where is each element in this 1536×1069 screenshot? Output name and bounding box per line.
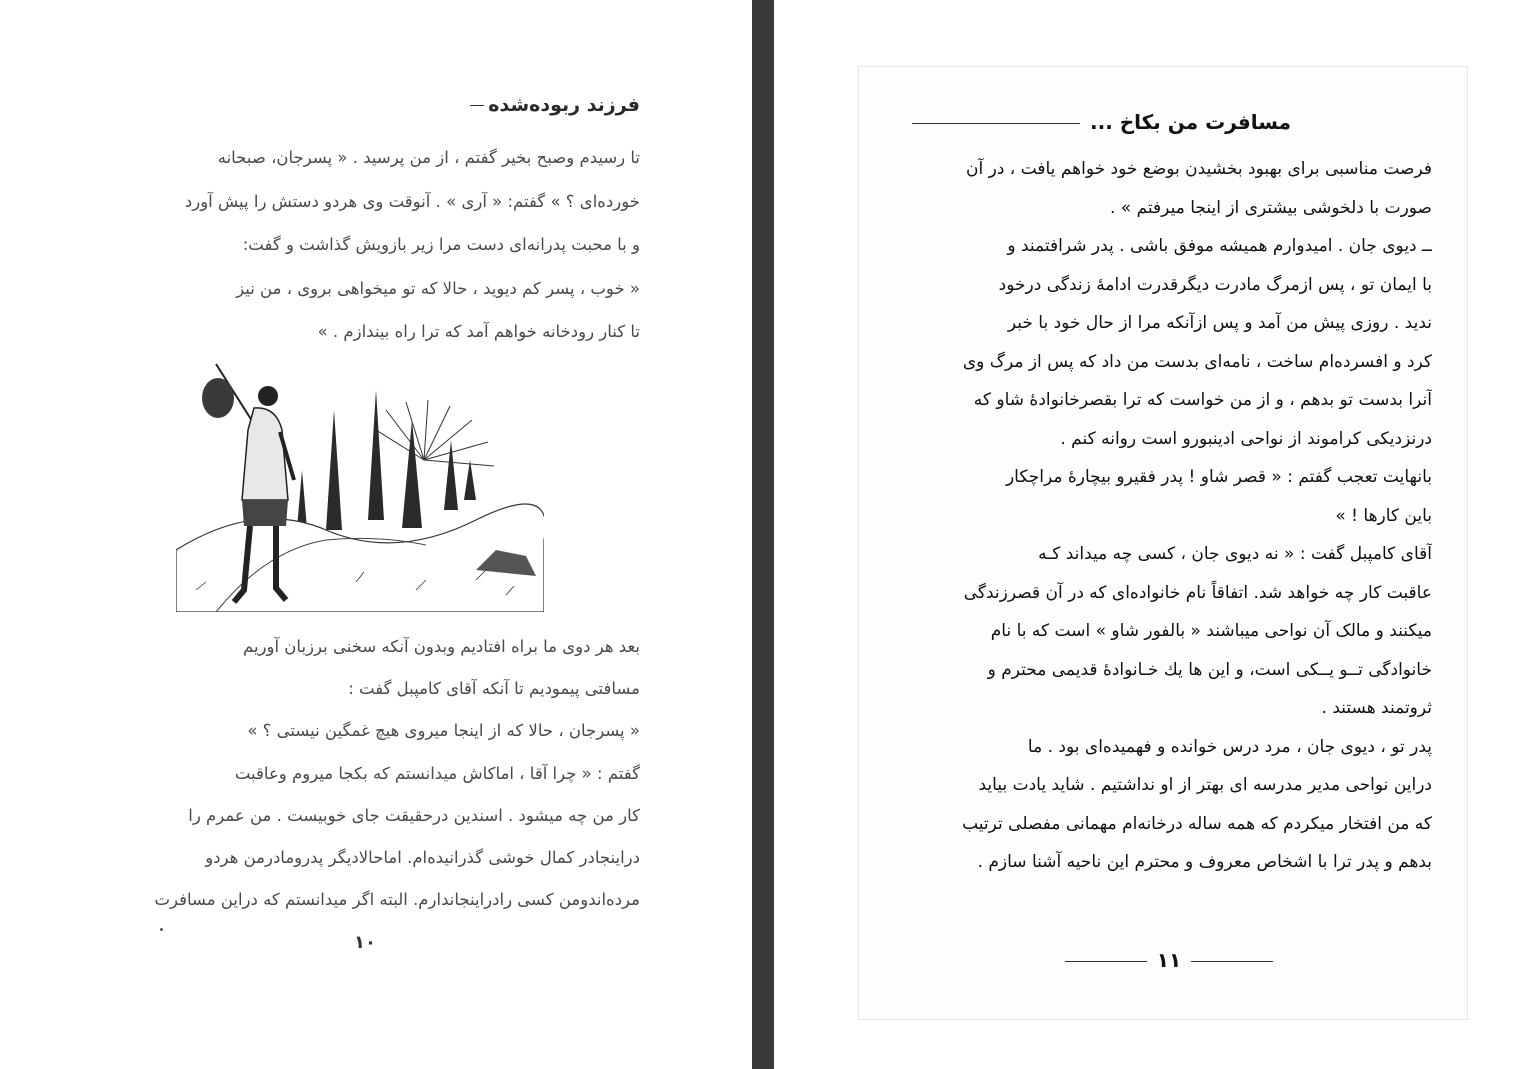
- text-line: مرده‌اندومن کسی رادراینجاندارم. البته اگر میدانستم که دراین مسافرت: [154, 890, 640, 910]
- book-gutter: [752, 0, 774, 1069]
- left-page-number: ۱۰: [354, 932, 376, 953]
- text-line: با ایمان تو ، پس ازمرگ مادرت دیگرقدرت ادامهٔ زندگی درخود: [998, 274, 1432, 295]
- left-text-before-illustration: [110, 136, 640, 354]
- text-line: دراینجادر کمال خوشی گذرانیده‌ام. اماحالادیگر پدرومادرمن هردو: [205, 848, 640, 868]
- right-page-number-block: [1044, 948, 1294, 972]
- page-number-rule: [1065, 961, 1147, 962]
- left-head-rule: [470, 105, 484, 106]
- left-running-head-text: فرزند ربوده‌شده: [488, 94, 640, 116]
- traveler-illustration: [176, 350, 544, 612]
- right-page-number: ۱۱: [1156, 948, 1182, 972]
- trees: [296, 390, 476, 540]
- text-line: « پسرجان ، حالا که از اینجا میروی هیچ غمگین نیستی ؟ »: [247, 721, 640, 741]
- page-number-rule: [1191, 961, 1273, 962]
- right-running-head-text: مسافرت من بکاخ ...: [1090, 110, 1292, 134]
- right-head-rule: [912, 123, 1080, 124]
- text-line: عاقبت کار چه خواهد شد. اتفاقاً نام خانواده‌ای که در آن قصرزندگی: [963, 582, 1432, 603]
- text-line: تا کنار رودخانه خواهم آمد که ترا راه بیندازم . »: [317, 322, 640, 341]
- text-line: آنرا بدست تو بدهم ، و از من خواست که ترا بقصرخانوادهٔ شاو که: [973, 390, 1432, 410]
- text-line: تا رسیدم وصبح بخیر گفتم ، از من پرسید . « پسرجان، صبحانه: [217, 148, 640, 167]
- text-line: بانهایت تعجب گفتم : « قصر شاو ! پدر فقیرو بیچارهٔ مراچکار: [1005, 467, 1432, 487]
- text-line: کار من چه میشود . اسندین درحقیقت جای خوبیست . من عمرم را: [188, 805, 640, 825]
- text-line: فرصت مناسبی برای بهبود بخشیدن بوضع خود خواهم یافت ، در آن: [966, 159, 1432, 179]
- text-line: آقای کامپبل گفت : « نه دیوی جان ، کسی چه میداند کـه: [1038, 544, 1432, 564]
- text-line: گفتم : « چرا آقا ، اماکاش میدانستم که بکجا میروم وعاقبت: [234, 763, 640, 783]
- text-line: میکنند و مالک آن نواحی میباشند « بالفور شاو » است که با نام: [990, 621, 1432, 641]
- text-line: « خوب ، پسر کم دیوید ، حالا که تو میخواهی بروی ، من نیز: [236, 278, 640, 298]
- text-line: باین کارها ! »: [1335, 505, 1432, 526]
- text-line: که من افتخار میکردم که همه ساله درخانه‌ام مهمانی مفصلی ترتیب: [962, 813, 1432, 834]
- text-line: بعد هر دوی ما براه افتادیم وبدون آنکه سخنی برزبان آوریم: [242, 637, 640, 656]
- text-line: پدر تو ، دیوی جان ، مرد درس خوانده و فهمیده‌ای بود . ما: [1027, 736, 1432, 757]
- text-line: درنزدیکی کراموند از نواحی ادینبورو است روانه کنم .: [1060, 428, 1432, 449]
- left-text-after-illustration: [110, 626, 640, 921]
- text-line: و با محبت پدرانه‌ای دست مرا زیر بازویش گذاشت و گفت:: [242, 235, 640, 254]
- left-running-head: [470, 94, 640, 116]
- stray-dot: [160, 928, 163, 931]
- text-line: ثروتمند هستند .: [1321, 698, 1432, 718]
- left-page: [0, 0, 752, 1069]
- text-line: صورت با دلخوشی بیشتری از اینجا میرفتم » .: [1110, 197, 1432, 218]
- right-text: [904, 150, 1432, 882]
- text-line: کرد و افسرده‌ام ساخت ، نامه‌ای بدست من داد که پس از مرگ وی: [962, 351, 1432, 372]
- text-line: خانوادگی تــو یــکی است، و این ها یك خـانوادهٔ قدیمی محترم و: [987, 659, 1432, 680]
- text-line: خورده‌ای ؟ » گفتم: « آری » . آنوقت وی هردو دستش را پیش آورد: [184, 191, 640, 211]
- text-line: ــ دیوی جان . امیدوارم همیشه موفق باشی . پدر شرافتمند و: [1007, 236, 1432, 256]
- right-running-head: [912, 110, 1291, 134]
- text-line: دراین نواحی مدیر مدرسه ای بهتر از او نداشتیم . شاید یادت بیاید: [978, 775, 1432, 795]
- text-line: ندید . روزی پیش من آمد و پس ازآنکه مرا از حال خود با خبر: [1007, 313, 1432, 333]
- text-line: مسافتی پیمودیم تا آنکه آقای کامپبل گفت :: [348, 679, 640, 699]
- text-line: بدهم و پدر ترا با اشخاص معروف و محترم این ناحیه آشنا سازم .: [977, 852, 1432, 872]
- sun-rays: [376, 400, 494, 466]
